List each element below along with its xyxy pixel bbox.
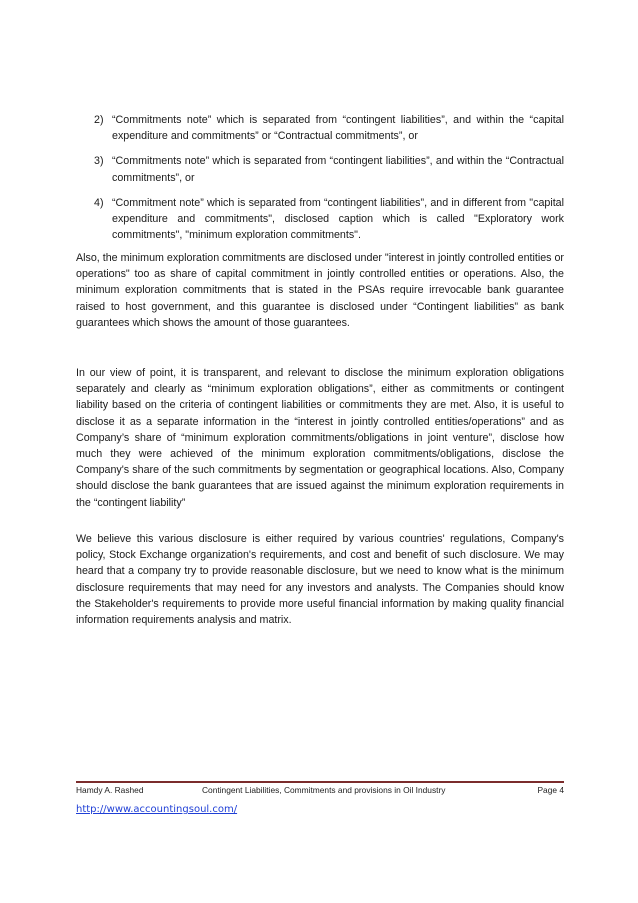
footer-author: Hamdy A. Rashed <box>76 785 144 795</box>
paragraph-our-view: In our view of point, it is transparent, and relevant to disclose the minimum exploration obligations separately and clearly as “minimum exploration obligations”, either as commitments or contingent liability based on the criteria of contingent liabilities or commitments they are met. Also, it is useful to disclose it as a separate information in the “interest in jointly controlled entities/operations” and as Company’s share of “minimum exploration commitments/obligations in joint venture”, disclose how much they were achieved of the minimum exploration commitments/obligations, disclose the Company's share of the such commitments by segmentation or geographical locations. Also, Company should disclose the bank guarantees that are issued against the minimum exploration requirements in the “contingent liability” <box>76 367 564 509</box>
commitments-list <box>76 112 564 252</box>
footer-title: Contingent Liabilities, Commitments and provisions in Oil Industry <box>202 785 446 795</box>
list-item <box>76 112 564 144</box>
paragraph-we-believe: We believe this various disclosure is either required by various countries' regulations, Company's policy, Stock Exchange organization's requirements, and cost and benefit of such disclosure. We may heard that a company try to provide reasonable disclosure, but we need to know what is the minimum disclosure requirements that may need for any investors and analysts. The Companies should know the Stakeholder's requirements to provide more useful financial information by making quality financial information requirements analysis and matrix. <box>76 533 564 627</box>
list-number: 3) <box>94 155 104 168</box>
list-item <box>76 153 564 185</box>
list-text: “Commitment note” which is separated from “contingent liabilities”, and in different from "capital expenditure and commitments", disclosed caption which is called "Exploratory work commitments", "minimum exploration commitments". <box>112 196 564 242</box>
list-text: “Commitments note” which is separated from “contingent liabilities”, and within the “Contractual commitments”, or <box>112 155 564 184</box>
footer-divider <box>76 781 564 783</box>
paragraph-disclosure-interest: Also, the minimum exploration commitments are disclosed under "interest in jointly controlled entities or operations" too as share of capital commitment in jointly controlled entities or operations. Also, the minimum exploration commitments that is stated in the PSAs require irrevocable bank guarantee raised to host government, and this guarantee is disclosed under “Contingent liabilities” as bank guarantees which shows the amount of those guarantees. <box>76 252 564 329</box>
website-link[interactable]: http://www.accountingsoul.com/ <box>76 804 238 815</box>
list-item <box>76 195 564 244</box>
list-text: “Commitments note” which is separated from “contingent liabilities”, and within the “capital expenditure and commitments” or “Contractual commitments”, or <box>112 114 564 143</box>
list-number: 4) <box>94 196 104 209</box>
list-number: 2) <box>94 114 104 126</box>
footer-page-number: Page 4 <box>537 785 564 795</box>
